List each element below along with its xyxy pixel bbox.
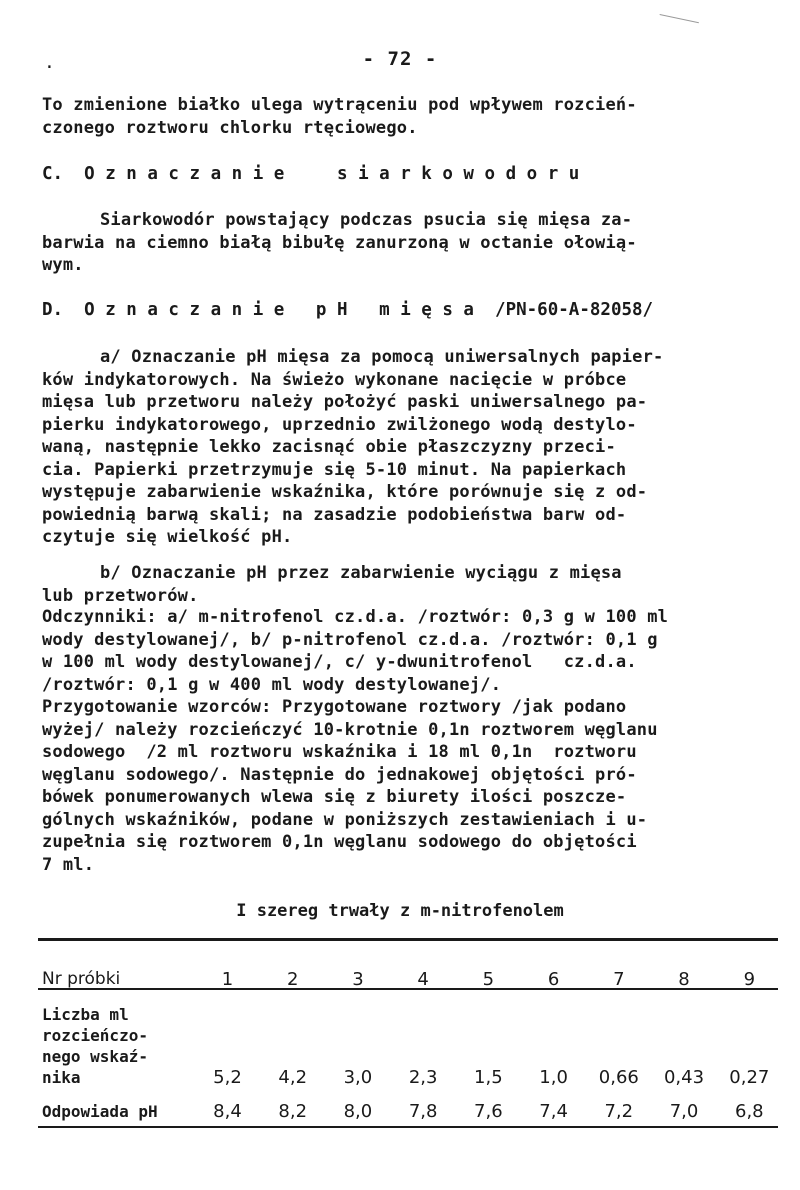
reagents-text: Odczynniki: a/ m-nitrofenol cz.d.a. /roztwór: 0,3 g w 100 ml wody destylowanej/, b/ p-nitrofenol cz.d.a. /roztwór: 0,1 g w 100 ml wody destylowanej/, c/ y-dwunitrofenol cz.d.a. /roztwór: 0,1 g w 400 ml wody destylowanej/. [42,607,669,695]
table-row-ph [42,1088,782,1122]
table-cell: 1,0 [539,1067,568,1088]
ph-standards-table [42,944,782,1122]
table-cell: 8,4 [213,1101,242,1122]
table-cell: 7,0 [669,1101,699,1122]
section-d-heading: D. O z n a c z a n i e p H m i ę s a /PN-60-A-82058/ [42,300,654,320]
column-header: 1 [221,969,234,990]
section-d-part-a: a/ Oznaczanie pH mięsa za pomocą uniwersalnych papier- ków indykatorowych. Na świeżo wykonane nacięcie w próbce mięsa lub przetworu należy położyć paski uniwersalnego pa- pierku indykatorowego, uprzednio zwilżonego wodą destylo- waną, następnie lekko zacisnąć obie płaszczyzny przeci- cia. Papierki przetrzymuje się 5-10 minut. Na papierkach występuje zabarwienie wskaźnika, które porównuje się z od- powiednią barwą skali; na zasadzie podobieństwa barw od- czytuje się wielkość pH. [42,347,664,547]
column-header: 7 [613,969,625,990]
table-cell: 6,8 [735,1101,764,1122]
column-header: 2 [286,969,299,990]
column-header: 8 [678,969,690,990]
table-row-volume [42,1004,782,1088]
table-header-row [42,944,782,990]
table-cell: 7,6 [474,1101,503,1122]
header-label: Nr próbki [42,969,121,989]
row-volume-label: Liczba ml rozcieńczo- nego wskaź- nika [42,1005,148,1087]
row-ph-label: Odpowiada pH [42,1102,158,1121]
column-header: 3 [352,969,364,990]
section-c-heading: C. O z n a c z a n i e s i a r k o w o d o r u [42,164,580,184]
column-header: 5 [482,969,495,990]
table-cell: 1,5 [474,1067,503,1088]
table-cell: 7,8 [408,1101,438,1122]
column-header: 9 [743,969,756,990]
margin-dot: . [44,52,55,73]
table-cell: 2,3 [408,1067,438,1088]
page-number: - 72 - [362,48,438,70]
pen-mark [657,14,699,35]
table-cell: 3,0 [343,1067,373,1088]
table-cell: 8,2 [278,1101,308,1122]
table-cell: 7,2 [604,1101,634,1122]
table-cell: 5,2 [213,1067,242,1088]
table-cell: 0,66 [598,1067,639,1088]
table-top-rule [38,938,778,941]
table-cell: 8,0 [343,1101,373,1122]
table-cell: 4,2 [278,1067,308,1088]
section-d-part-b: b/ Oznaczanie pH przez zabarwienie wyciągu z mięsa lub przetworów. [42,563,622,606]
table-cell: 0,43 [663,1067,705,1088]
section-c-text: Siarkowodór powstający podczas psucia się mięsa za- barwia na ciemno białą bibułę zanurzoną w octanie ołowią- wym. [42,210,637,275]
table-cell: 7,4 [539,1101,568,1122]
table-title: I szereg trwały z m-nitrofenolem [236,901,564,921]
preparation-text: Przygotowanie wzorców: Przygotowane roztwory /jak podano wyżej/ należy rozcieńczyć 10-krotnie 0,1n roztworem węglanu sodowego /2 ml roztworu wskaźnika i 18 ml 0,1n roztworu węglanu sodowego/. Następnie do jednakowej objętości pró- bówek ponumerowanych wlewa się z biurety ilości poszcze- gólnych wskaźników, podane w poniższych zestawieniach i u- zupełnia się roztworem 0,1n węglanu sodowego do objętości 7 ml. [42,697,658,875]
table-cell: 0,27 [729,1067,770,1088]
column-header: 4 [417,969,429,990]
paragraph-top: To zmienione białko ulega wytrąceniu pod wpływem rozcień- czonego roztworu chlorku rtęciowego. [42,95,637,138]
table-bottom-rule [38,1126,778,1128]
column-header: 6 [547,969,560,990]
